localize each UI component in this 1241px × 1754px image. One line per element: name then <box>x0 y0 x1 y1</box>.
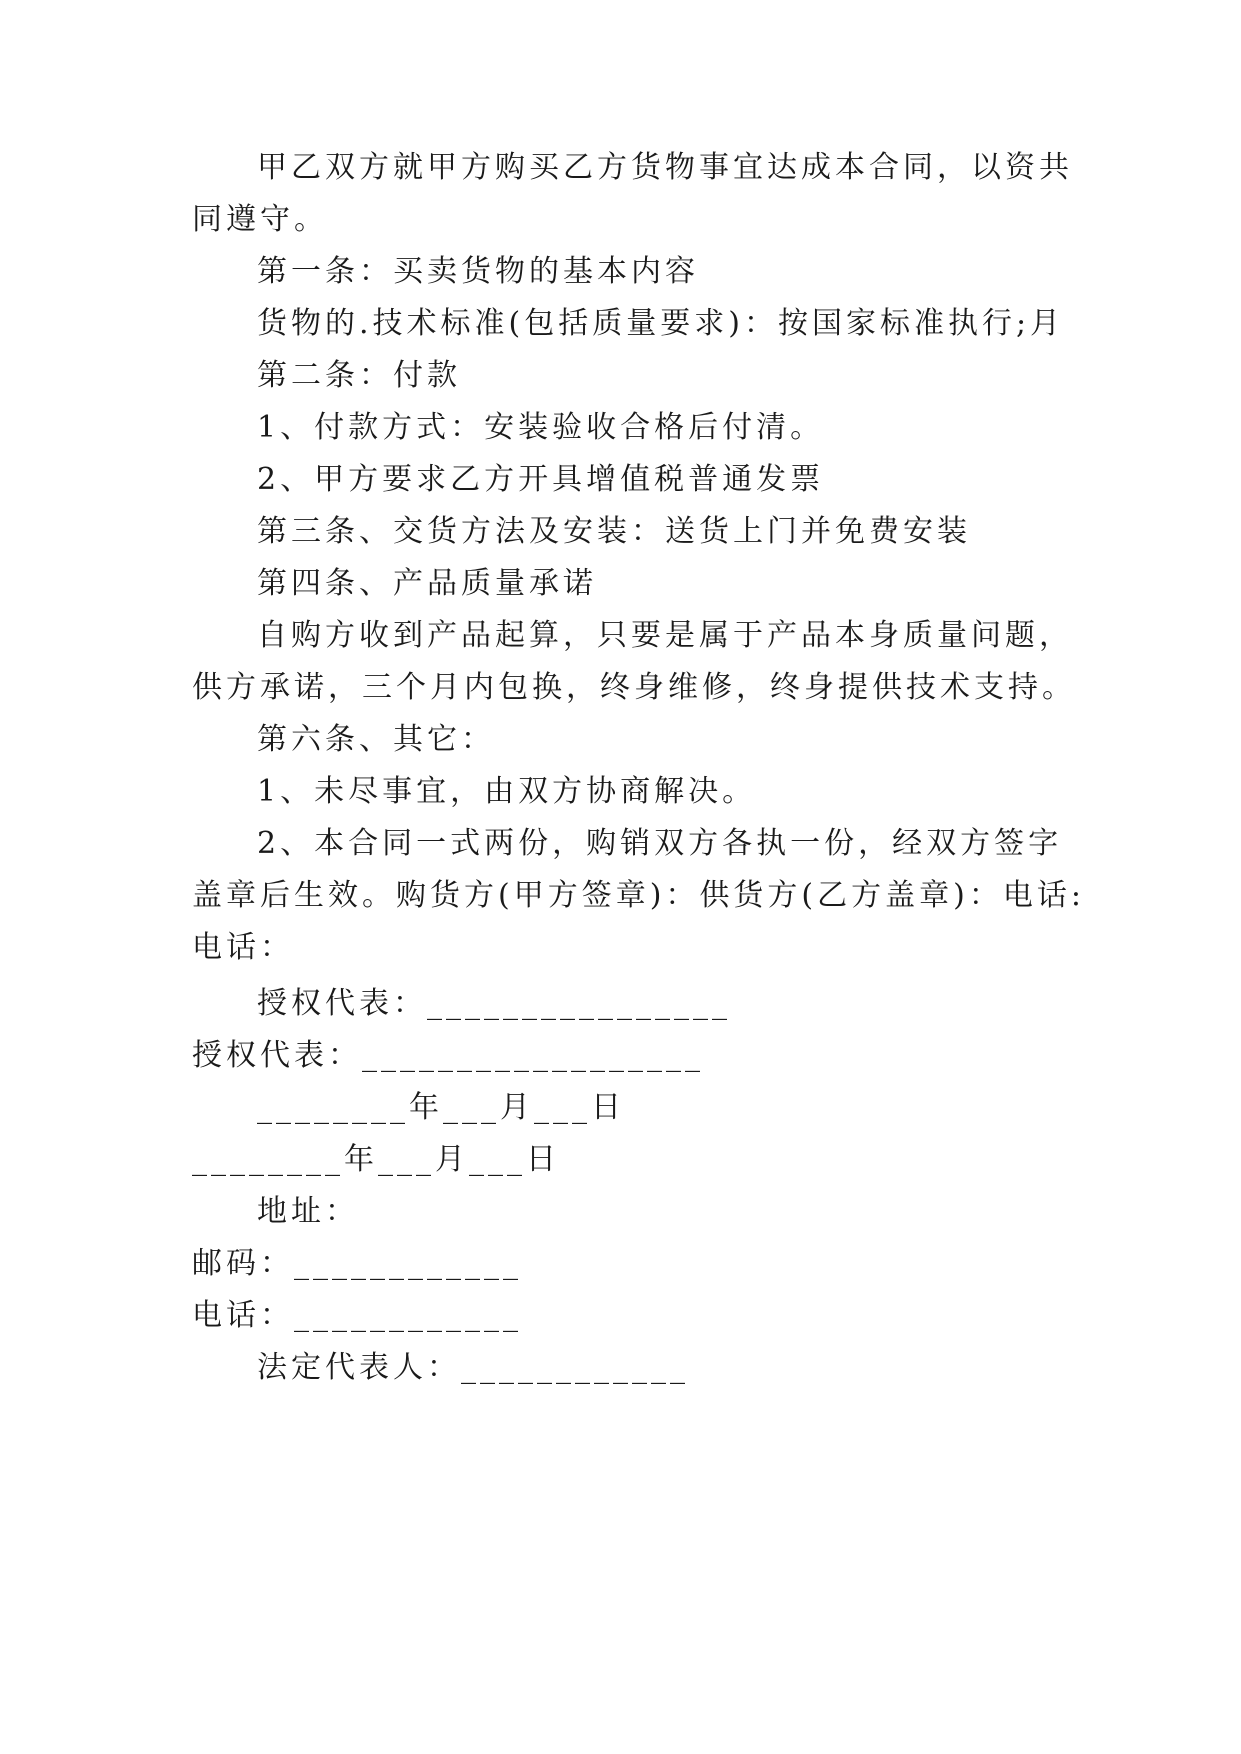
buyer-authorized-representative: 授权代表：________________ <box>257 986 731 1021</box>
article-4-paragraph-line-2: 供方承诺，三个月内包换，终身维修，终身提供技术支持。 <box>192 670 1076 705</box>
article-2-heading: 第二条：付款 <box>257 358 461 393</box>
article-2-item-2: 2、甲方要求乙方开具增值税普通发票 <box>257 462 825 497</box>
article-2-item-1: 1、付款方式：安装验收合格后付清。 <box>257 410 825 445</box>
article-6-heading: 第六条、其它： <box>257 722 495 757</box>
seller-authorized-representative: 授权代表：__________________ <box>192 1038 704 1073</box>
article-6-item-1: 1、未尽事宜，由双方协商解决。 <box>257 774 757 809</box>
legal-representative-field: 法定代表人：____________ <box>257 1350 689 1385</box>
phone-label: 电话： <box>192 930 294 965</box>
article-4-paragraph-line-1: 自购方收到产品起算，只要是属于产品本身质量问题， <box>257 618 1073 653</box>
buyer-signing-date: ________年___月___日 <box>257 1090 625 1125</box>
article-6-item-2-line-2: 盖章后生效。购货方(甲方签章)：供货方(乙方盖章)：电话: <box>192 878 1085 913</box>
postal-code-field: 邮码：____________ <box>192 1246 522 1281</box>
article-6-item-2-line-1: 2、本合同一式两份，购销双方各执一份，经双方签字 <box>257 826 1063 861</box>
address-label: 地址： <box>257 1194 359 1229</box>
seller-signing-date: ________年___月___日 <box>192 1142 560 1177</box>
article-1-technical-standard: 货物的.技术标准(包括质量要求)：按国家标准执行;月 <box>257 306 1065 341</box>
article-1-heading: 第一条：买卖货物的基本内容 <box>257 254 699 289</box>
intro-paragraph-line-2: 同遵守。 <box>192 202 328 237</box>
article-4-heading: 第四条、产品质量承诺 <box>257 566 597 601</box>
intro-paragraph-line-1: 甲乙双方就甲方购买乙方货物事宜达成本合同，以资共 <box>257 150 1073 185</box>
article-3-heading: 第三条、交货方法及安装：送货上门并免费安装 <box>257 514 971 549</box>
phone-field: 电话：____________ <box>192 1298 522 1333</box>
